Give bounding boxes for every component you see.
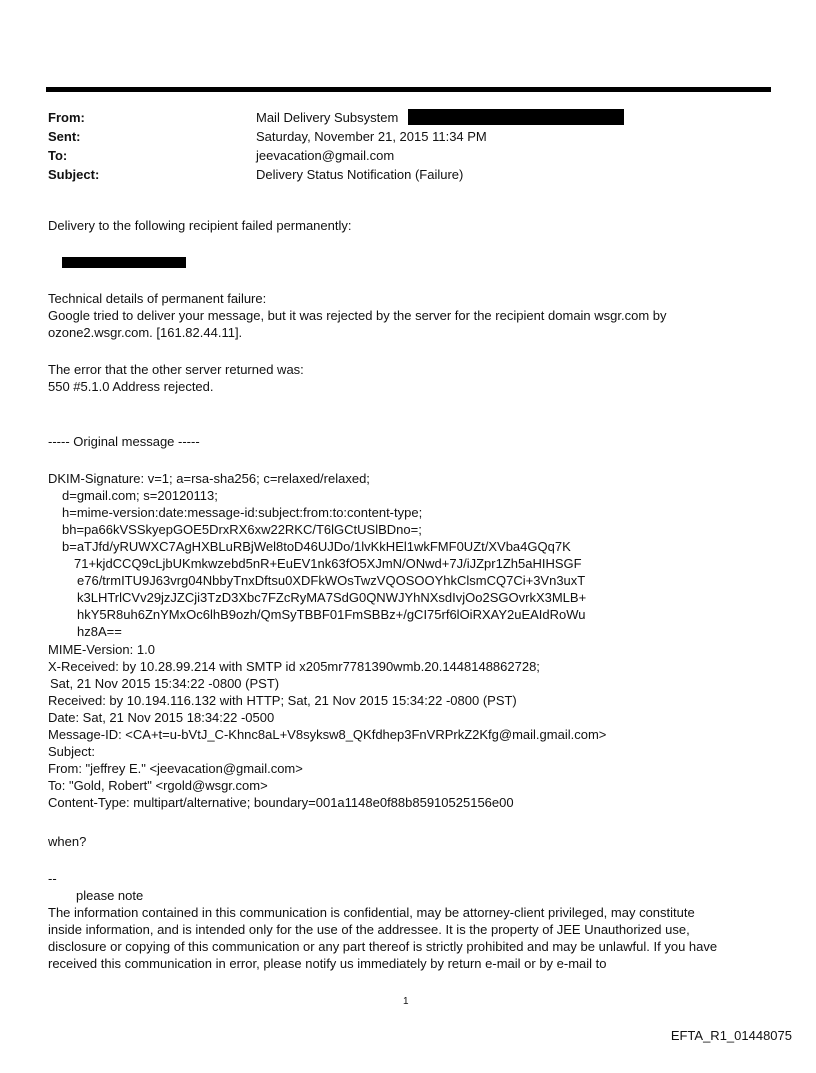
dkim-line: h=mime-version:date:message-id:subject:from:to:content-type; bbox=[62, 505, 423, 520]
subject-label: Subject: bbox=[48, 167, 100, 182]
from-line: From: "jeffrey E." <jeevacation@gmail.com> bbox=[48, 761, 303, 776]
signature-dashes: -- bbox=[48, 871, 57, 886]
disclaimer-line: inside information, and is intended only for the use of the addressee. It is the property of JEE Unauthorized use, bbox=[48, 922, 690, 937]
message-id-line: Message-ID: <CA+t=u-bVtJ_C-Khnc8aL+V8syksw8_QKfdhep3FnVRPrkZ2Kfg@mail.gmail.com> bbox=[48, 727, 607, 742]
content-type-line: Content-Type: multipart/alternative; boundary=001a1148e0f88b85910525156e00 bbox=[48, 795, 514, 810]
sent-label: Sent: bbox=[48, 129, 81, 144]
tech-detail-line1: Google tried to deliver your message, but it was rejected by the server for the recipient domain wsgr.com by bbox=[48, 308, 667, 323]
subject-value: Delivery Status Notification (Failure) bbox=[256, 167, 464, 182]
disclaimer-line: received this communication in error, please notify us immediately by return e-mail or by e-mail to bbox=[48, 956, 607, 971]
disclaimer-line: The information contained in this communication is confidential, may be attorney-client privileged, may constitute bbox=[48, 905, 695, 920]
from-sender: Mail Delivery Subsystem bbox=[256, 110, 399, 125]
tech-detail-line2: ozone2.wsgr.com. [161.82.44.11]. bbox=[48, 325, 243, 340]
subject-line: Subject: bbox=[48, 744, 95, 759]
from-label: From: bbox=[48, 110, 85, 125]
dkim-line: bh=pa66kVSSkyepGOE5DrxRX6xw22RKC/T6lGCtUSlBDno=; bbox=[62, 522, 422, 537]
please-note: please note bbox=[76, 888, 144, 903]
to-line: To: "Gold, Robert" <rgold@wsgr.com> bbox=[48, 778, 268, 793]
header-rule bbox=[46, 87, 771, 92]
recipient-redaction bbox=[62, 257, 186, 268]
x-received-line1: X-Received: by 10.28.99.214 with SMTP id x205mr7781390wmb.20.1448148862728; bbox=[48, 659, 540, 674]
mime-version: MIME-Version: 1.0 bbox=[48, 642, 155, 657]
received-line: Received: by 10.194.116.132 with HTTP; Sat, 21 Nov 2015 15:34:22 -0800 (PST) bbox=[48, 693, 517, 708]
dkim-line: hkY5R8uh6ZnYMxOc6lhB9ozh/QmSyTBBF01FmSBBz+/gCI75rf6lOiRXAY2uEAIdRoWu bbox=[77, 607, 586, 622]
to-label: To: bbox=[48, 148, 68, 163]
sent-value: Saturday, November 21, 2015 11:34 PM bbox=[256, 129, 487, 144]
from-value bbox=[256, 108, 624, 127]
redaction-box bbox=[408, 109, 624, 125]
error-heading: The error that the other server returned was: bbox=[48, 362, 304, 377]
message-text: when? bbox=[48, 834, 87, 849]
to-value: jeevacation@gmail.com bbox=[256, 148, 395, 163]
dkim-line: k3LHTrlCVv29jzJZCji3TzD3Xbc7FZcRyMA7SdG0QNWJYhNXsdIvjOo2SGOvrkX3MLB+ bbox=[77, 590, 587, 605]
dkim-line: 71+kjdCCQ9cLjbUKmkwzebd5nR+EuEV1nk63fO5XJmN/ONwd+7J/iJZpr1Zh5aHIHSGF bbox=[74, 556, 582, 571]
date-line: Date: Sat, 21 Nov 2015 18:34:22 -0500 bbox=[48, 710, 275, 725]
bates-number: EFTA_R1_01448075 bbox=[670, 1028, 792, 1043]
dkim-line: b=aTJfd/yRUWXC7AgHXBLuRBjWel8toD46UJDo/1lvKkHEl1wkFMF0UZt/XVba4GQq7K bbox=[62, 539, 571, 554]
error-code: 550 #5.1.0 Address rejected. bbox=[48, 379, 214, 394]
dkim-line: DKIM-Signature: v=1; a=rsa-sha256; c=relaxed/relaxed; bbox=[48, 471, 370, 486]
dkim-line: e76/trmITU9J63vrg04NbbyTnxDftsu0XDFkWOsTwzVQOSOOYhkClsmCQ7Ci+3Vn3uxT bbox=[77, 573, 586, 588]
x-received-line2: Sat, 21 Nov 2015 15:34:22 -0800 (PST) bbox=[50, 676, 280, 691]
disclaimer-line: disclosure or copying of this communication or any part thereof is strictly prohibited and may be unlawful. If you have bbox=[48, 939, 718, 954]
tech-heading: Technical details of permanent failure: bbox=[48, 291, 267, 306]
delivery-intro: Delivery to the following recipient failed permanently: bbox=[48, 218, 352, 233]
dkim-line: hz8A== bbox=[77, 624, 122, 639]
original-message-marker: ----- Original message ----- bbox=[48, 434, 200, 449]
dkim-line: d=gmail.com; s=20120113; bbox=[62, 488, 218, 503]
page-number: 1 bbox=[403, 996, 409, 1007]
